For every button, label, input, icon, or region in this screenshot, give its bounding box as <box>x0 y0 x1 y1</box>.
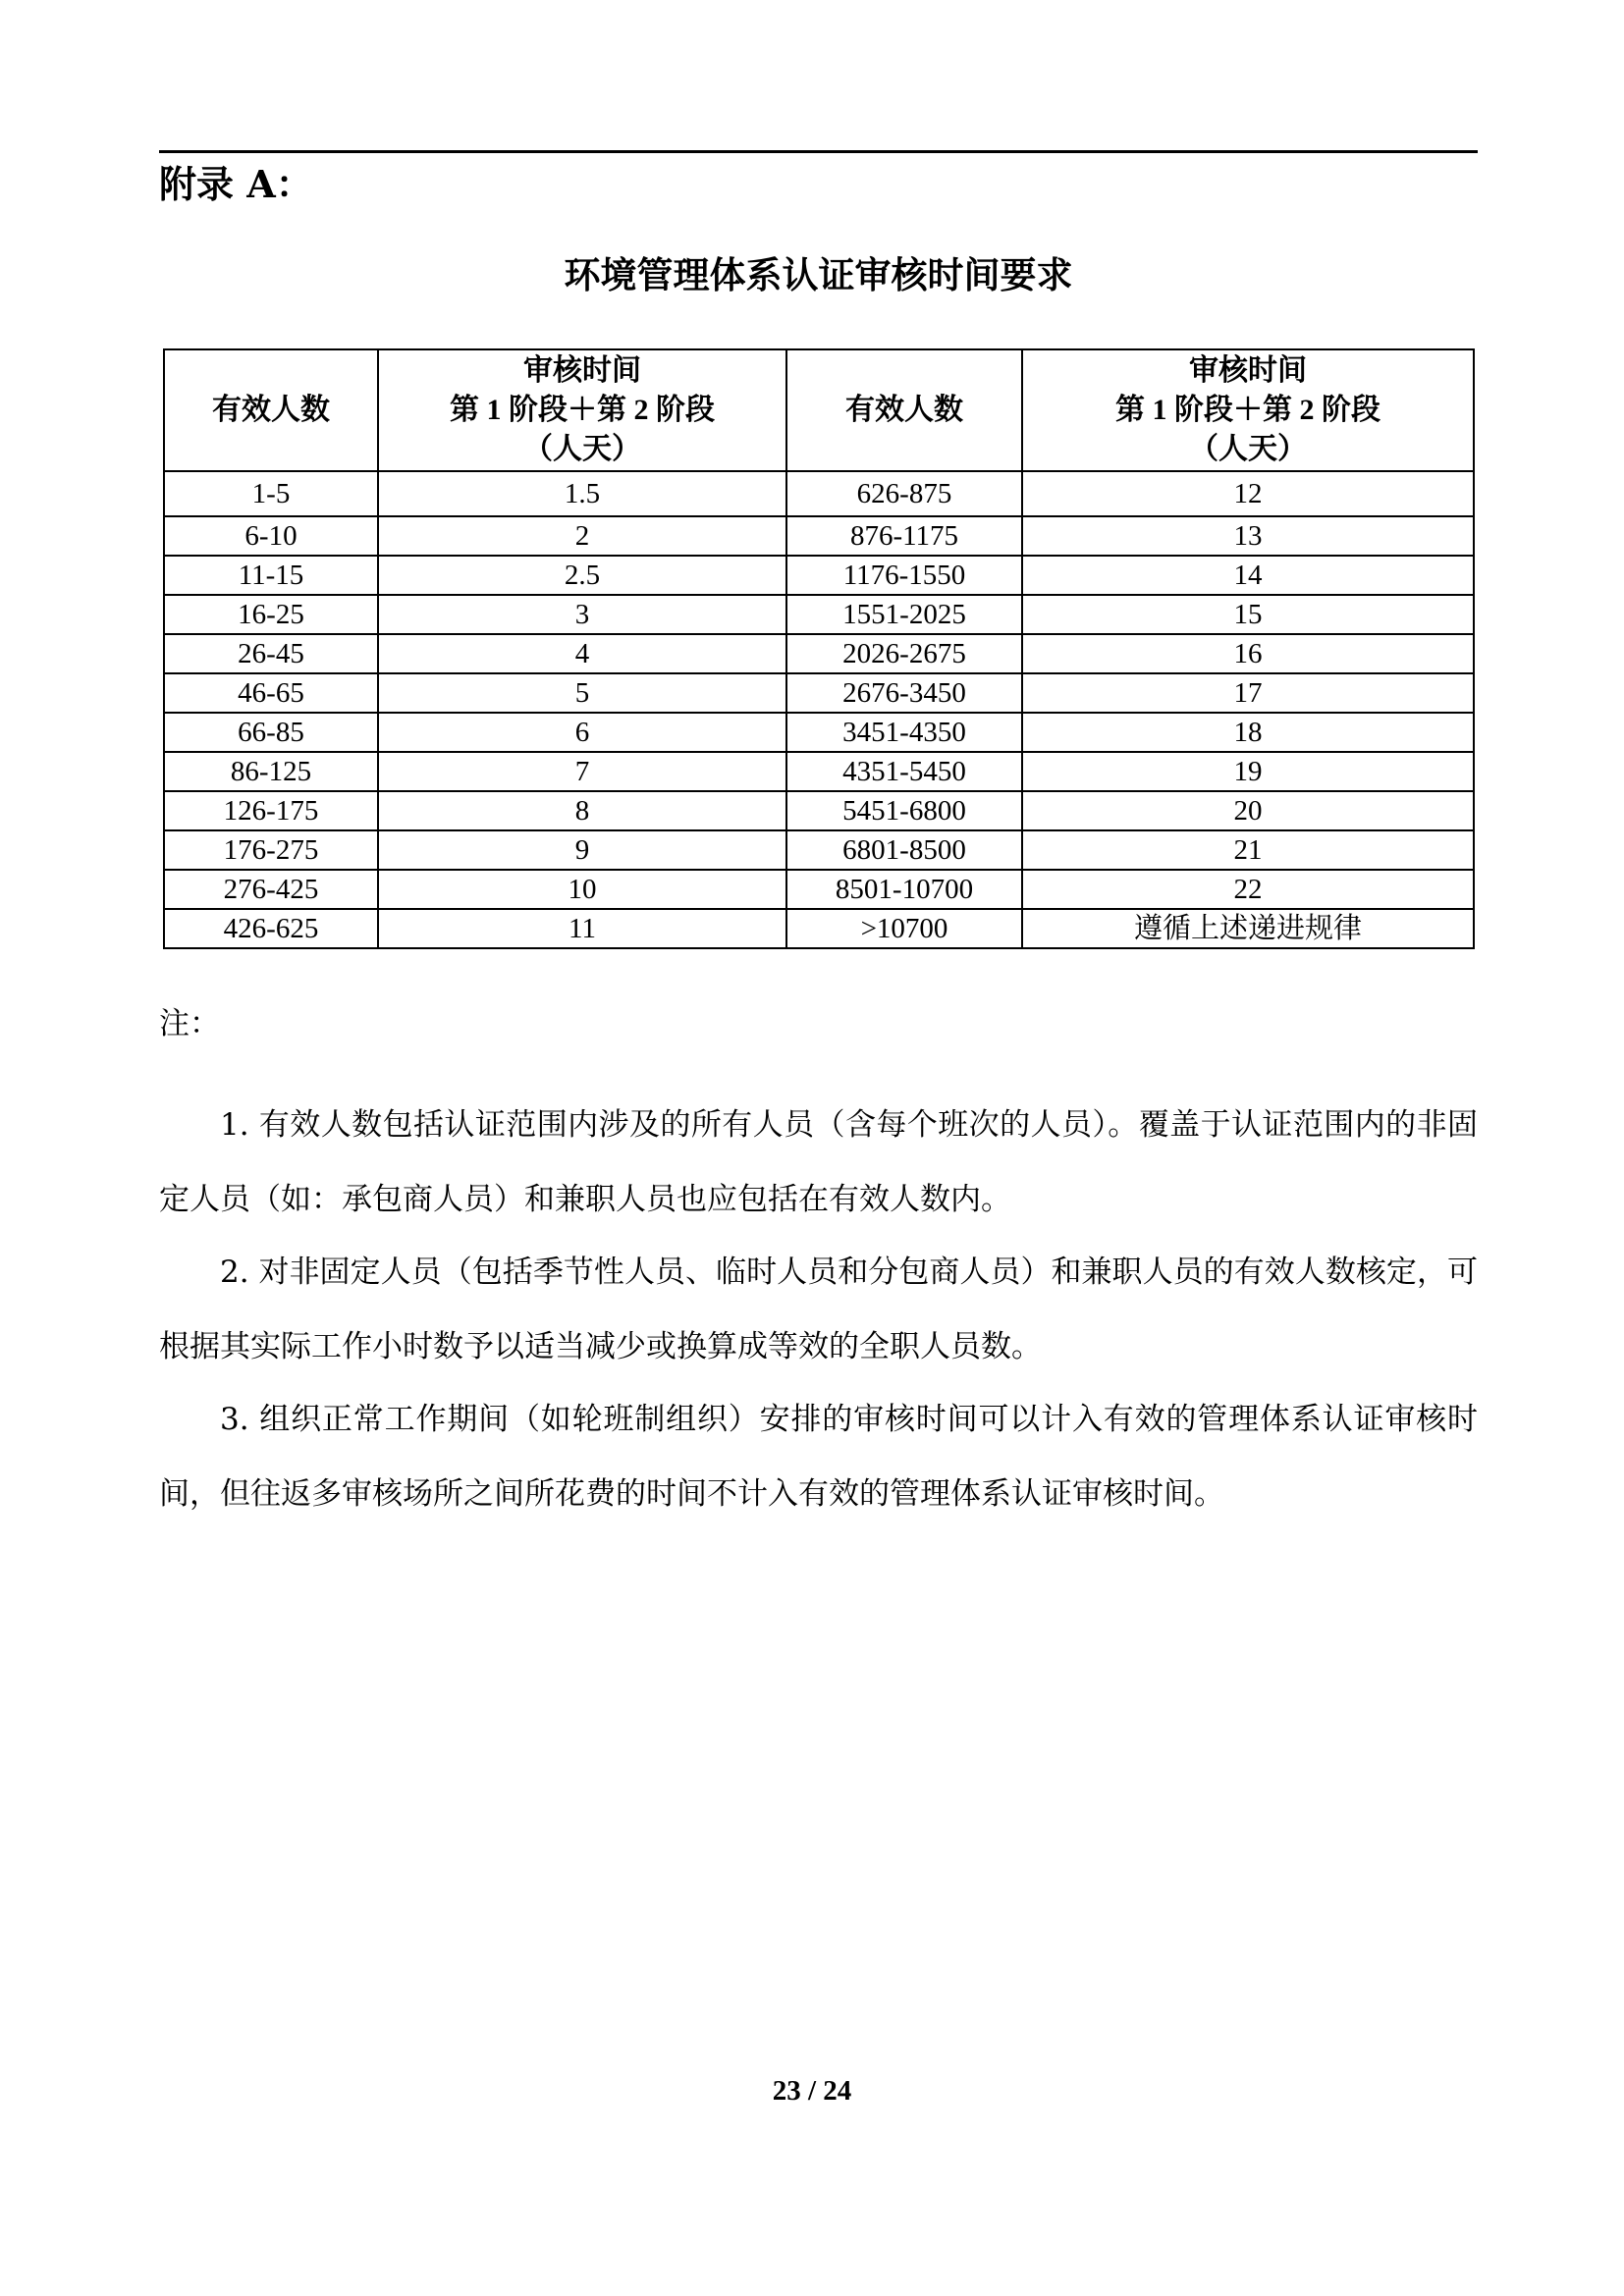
table-cell: 1176-1550 <box>786 556 1022 595</box>
note-item: 1. 有效人数包括认证范围内涉及的所有人员（含每个班次的人员）。覆盖于认证范围内的非固定人员（如：承包商人员）和兼职人员也应包括在有效人数内。 <box>159 1107 1478 1217</box>
table-cell: 126-175 <box>164 791 378 830</box>
notes-label: 注： <box>159 1006 220 1041</box>
table-cell: 5451-6800 <box>786 791 1022 830</box>
table-cell: 176-275 <box>164 830 378 870</box>
table-cell: 14 <box>1022 556 1474 595</box>
table-cell: 86-125 <box>164 752 378 791</box>
table-cell: 15 <box>1022 595 1474 634</box>
table-row <box>164 791 1474 830</box>
table-cell: 5 <box>378 673 786 713</box>
table-cell: 8 <box>378 791 786 830</box>
header-rule <box>159 150 1478 153</box>
table-cell: 遵循上述递进规律 <box>1022 909 1474 948</box>
table-row <box>164 909 1474 948</box>
document-title: 环境管理体系认证审核时间要求 <box>564 253 1073 296</box>
audit-time-table <box>163 348 1475 949</box>
table-row <box>164 830 1474 870</box>
table-cell: 20 <box>1022 791 1474 830</box>
header-audit-time: 审核时间 第 1 阶段＋第 2 阶段 （人天） <box>378 349 786 471</box>
table-cell: 21 <box>1022 830 1474 870</box>
table-cell: 16 <box>1022 634 1474 673</box>
table-cell: 11 <box>378 909 786 948</box>
table-cell: 18 <box>1022 713 1474 752</box>
header-effective-persons: 有效人数 <box>786 349 1022 471</box>
table-cell: >10700 <box>786 909 1022 948</box>
table-row <box>164 516 1474 556</box>
note-item: 3. 组织正常工作期间（如轮班制组织）安排的审核时间可以计入有效的管理体系认证审核时间，但往返多审核场所之间所花费的时间不计入有效的管理体系认证审核时间。 <box>159 1402 1478 1512</box>
table-cell: 7 <box>378 752 786 791</box>
table-cell: 1.5 <box>378 471 786 516</box>
table-cell: 26-45 <box>164 634 378 673</box>
table-cell: 2.5 <box>378 556 786 595</box>
table-row <box>164 713 1474 752</box>
table-row <box>164 471 1474 516</box>
note-item: 2. 对非固定人员（包括季节性人员、临时人员和分包商人员）和兼职人员的有效人数核定，可根据其实际工作小时数予以适当减少或换算成等效的全职人员数。 <box>159 1255 1478 1364</box>
table-cell: 3 <box>378 595 786 634</box>
table-cell: 2 <box>378 516 786 556</box>
table-cell: 12 <box>1022 471 1474 516</box>
table-cell: 16-25 <box>164 595 378 634</box>
table-body <box>164 471 1474 948</box>
table-cell: 6 <box>378 713 786 752</box>
table-cell: 8501-10700 <box>786 870 1022 909</box>
table-cell: 4351-5450 <box>786 752 1022 791</box>
table-cell: 1551-2025 <box>786 595 1022 634</box>
table-cell: 46-65 <box>164 673 378 713</box>
table-cell: 13 <box>1022 516 1474 556</box>
table-cell: 17 <box>1022 673 1474 713</box>
table-row <box>164 634 1474 673</box>
header-audit-time: 审核时间 第 1 阶段＋第 2 阶段 （人天） <box>1022 349 1474 471</box>
table-row <box>164 870 1474 909</box>
table-cell: 4 <box>378 634 786 673</box>
table-cell: 2676-3450 <box>786 673 1022 713</box>
table-cell: 6801-8500 <box>786 830 1022 870</box>
table-cell: 1-5 <box>164 471 378 516</box>
table-cell: 6-10 <box>164 516 378 556</box>
table-cell: 2026-2675 <box>786 634 1022 673</box>
table-row <box>164 595 1474 634</box>
table-cell: 22 <box>1022 870 1474 909</box>
table-cell: 10 <box>378 870 786 909</box>
table-cell: 276-425 <box>164 870 378 909</box>
table-cell: 876-1175 <box>786 516 1022 556</box>
table-row <box>164 556 1474 595</box>
table-cell: 19 <box>1022 752 1474 791</box>
table-cell: 626-875 <box>786 471 1022 516</box>
table-cell: 426-625 <box>164 909 378 948</box>
page-number: 23 / 24 <box>772 2075 852 2107</box>
table-row <box>164 752 1474 791</box>
table-cell: 3451-4350 <box>786 713 1022 752</box>
table-cell: 9 <box>378 830 786 870</box>
table-cell: 66-85 <box>164 713 378 752</box>
table-header-row <box>164 349 1474 471</box>
appendix-label: 附录 A： <box>159 162 313 206</box>
table-cell: 11-15 <box>164 556 378 595</box>
header-effective-persons: 有效人数 <box>164 349 378 471</box>
table-row <box>164 673 1474 713</box>
